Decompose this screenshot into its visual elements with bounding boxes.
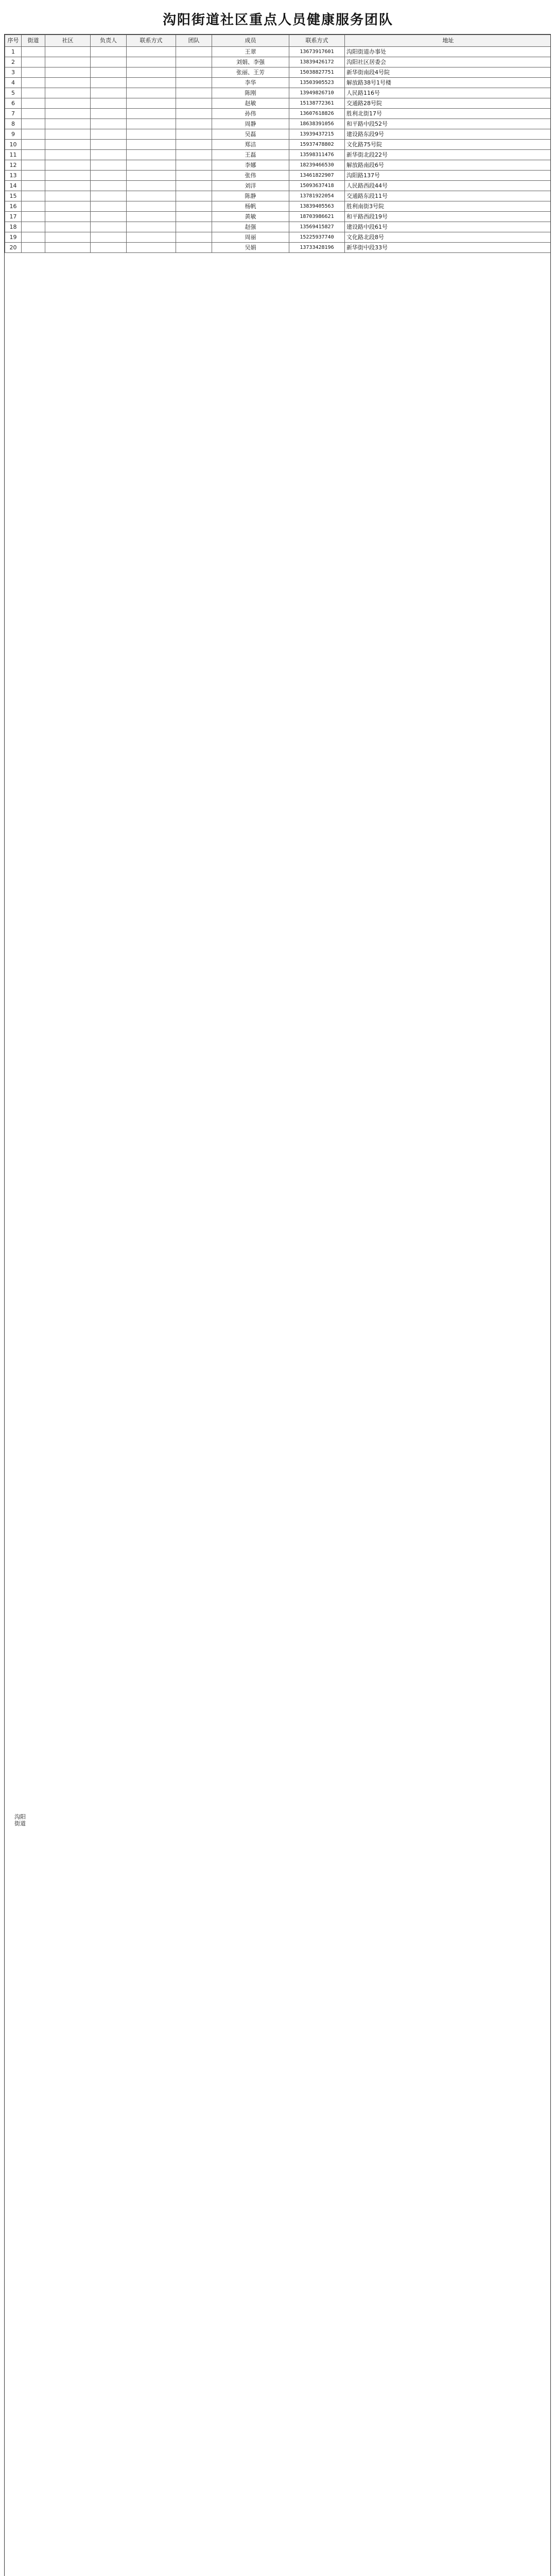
row-team xyxy=(176,119,212,129)
row-team xyxy=(176,98,212,109)
row-street xyxy=(22,78,45,88)
row-member-phone: 13839426172 xyxy=(289,57,345,67)
row-leader-phone xyxy=(127,98,176,109)
row-street xyxy=(22,181,45,191)
row-leader-phone xyxy=(127,119,176,129)
row-address: 沟阳社区居委会 xyxy=(345,57,551,67)
row-address: 沟阳路137号 xyxy=(345,171,551,181)
table-row xyxy=(5,98,551,109)
header-leader: 负责人 xyxy=(91,35,127,47)
row-community xyxy=(45,222,91,232)
row-street xyxy=(22,140,45,150)
row-team xyxy=(176,160,212,171)
row-leader-phone xyxy=(127,67,176,78)
row-team xyxy=(176,57,212,67)
row-seq: 2 xyxy=(5,57,22,67)
row-seq: 12 xyxy=(5,160,22,171)
row-address: 文化路北段8号 xyxy=(345,232,551,243)
row-street xyxy=(22,109,45,119)
row-seq: 4 xyxy=(5,78,22,88)
row-leader xyxy=(91,88,127,98)
row-leader-phone xyxy=(127,78,176,88)
row-leader xyxy=(91,160,127,171)
row-member-phone: 13607618826 xyxy=(289,109,345,119)
row-street xyxy=(22,129,45,140)
row-leader-phone xyxy=(127,191,176,201)
row-leader-phone xyxy=(127,222,176,232)
table-row xyxy=(5,140,551,150)
row-team xyxy=(176,201,212,212)
table-row xyxy=(5,160,551,171)
row-street xyxy=(22,88,45,98)
row-address: 和平路西段19号 xyxy=(345,212,551,222)
row-team xyxy=(176,67,212,78)
row-leader xyxy=(91,140,127,150)
row-seq: 14 xyxy=(5,181,22,191)
row-community xyxy=(45,98,91,109)
table-header-row xyxy=(5,35,551,47)
row-member-phone: 13839405563 xyxy=(289,201,345,212)
row-team xyxy=(176,191,212,201)
row-address: 新华街中段33号 xyxy=(345,243,551,253)
table-row xyxy=(5,181,551,191)
row-team xyxy=(176,181,212,191)
row-address: 胜利北街17号 xyxy=(345,109,551,119)
roster-table xyxy=(5,35,551,253)
row-member-phone: 13503905523 xyxy=(289,78,345,88)
row-leader-phone xyxy=(127,150,176,160)
row-community xyxy=(45,57,91,67)
header-street: 街道 xyxy=(22,35,45,47)
row-team xyxy=(176,212,212,222)
table-row xyxy=(5,243,551,253)
row-street xyxy=(22,171,45,181)
row-address: 解放路南段6号 xyxy=(345,160,551,171)
row-member-name: 周丽 xyxy=(212,232,289,243)
row-leader-phone xyxy=(127,129,176,140)
row-member-phone: 13949826710 xyxy=(289,88,345,98)
row-leader-phone xyxy=(127,181,176,191)
table-row xyxy=(5,78,551,88)
row-member-phone: 13781922054 xyxy=(289,191,345,201)
row-seq: 20 xyxy=(5,243,22,253)
row-address: 新华街北段22号 xyxy=(345,150,551,160)
row-community xyxy=(45,119,91,129)
row-community xyxy=(45,140,91,150)
row-community xyxy=(45,67,91,78)
table-row xyxy=(5,232,551,243)
row-member-phone: 18703986621 xyxy=(289,212,345,222)
row-member-phone: 13569415827 xyxy=(289,222,345,232)
row-address: 建设路东段9号 xyxy=(345,129,551,140)
row-leader xyxy=(91,243,127,253)
row-member-name: 孙伟 xyxy=(212,109,289,119)
row-seq: 18 xyxy=(5,222,22,232)
row-member-name: 陈静 xyxy=(212,191,289,201)
row-address: 交通路东段11号 xyxy=(345,191,551,201)
row-street xyxy=(22,150,45,160)
row-street xyxy=(22,222,45,232)
row-community xyxy=(45,243,91,253)
row-leader-phone xyxy=(127,88,176,98)
row-member-name: 吴磊 xyxy=(212,129,289,140)
row-leader xyxy=(91,171,127,181)
row-community xyxy=(45,232,91,243)
row-member-name: 李娜 xyxy=(212,160,289,171)
row-member-phone: 13598311476 xyxy=(289,150,345,160)
row-member-name: 张伟 xyxy=(212,171,289,181)
table-row xyxy=(5,201,551,212)
row-street xyxy=(22,47,45,57)
table-row xyxy=(5,129,551,140)
row-member-phone: 15937478802 xyxy=(289,140,345,150)
row-seq: 16 xyxy=(5,201,22,212)
row-leader-phone xyxy=(127,201,176,212)
row-street xyxy=(22,201,45,212)
row-team xyxy=(176,140,212,150)
row-leader xyxy=(91,109,127,119)
row-street xyxy=(22,212,45,222)
row-member-name: 周静 xyxy=(212,119,289,129)
row-leader-phone xyxy=(127,243,176,253)
row-leader xyxy=(91,119,127,129)
row-team xyxy=(176,243,212,253)
header-team: 团队 xyxy=(176,35,212,47)
table-row xyxy=(5,88,551,98)
row-street xyxy=(22,98,45,109)
row-community xyxy=(45,191,91,201)
row-leader xyxy=(91,212,127,222)
roster-table-container xyxy=(4,34,551,2576)
row-team xyxy=(176,232,212,243)
table-row xyxy=(5,119,551,129)
table-row xyxy=(5,47,551,57)
row-team xyxy=(176,78,212,88)
row-leader xyxy=(91,201,127,212)
row-address: 胜利南街3号院 xyxy=(345,201,551,212)
row-street xyxy=(22,191,45,201)
row-seq: 6 xyxy=(5,98,22,109)
row-leader xyxy=(91,181,127,191)
row-leader-phone xyxy=(127,47,176,57)
row-seq: 8 xyxy=(5,119,22,129)
table-row xyxy=(5,212,551,222)
row-community xyxy=(45,150,91,160)
row-address: 沟阳街道办事处 xyxy=(345,47,551,57)
row-address: 和平路中段52号 xyxy=(345,119,551,129)
roster-body xyxy=(5,47,551,253)
row-leader-phone xyxy=(127,160,176,171)
row-member-name: 陈刚 xyxy=(212,88,289,98)
row-member-name: 吴娟 xyxy=(212,243,289,253)
row-leader xyxy=(91,98,127,109)
row-seq: 13 xyxy=(5,171,22,181)
row-address: 交通路28号院 xyxy=(345,98,551,109)
row-leader-phone xyxy=(127,171,176,181)
row-member-name: 王磊 xyxy=(212,150,289,160)
row-team xyxy=(176,171,212,181)
header-community: 社区 xyxy=(45,35,91,47)
row-member-phone: 18638391056 xyxy=(289,119,345,129)
row-community xyxy=(45,47,91,57)
table-row xyxy=(5,191,551,201)
row-leader xyxy=(91,57,127,67)
row-member-phone: 15138772361 xyxy=(289,98,345,109)
row-community xyxy=(45,171,91,181)
row-leader xyxy=(91,78,127,88)
row-leader xyxy=(91,222,127,232)
row-member-phone: 15225937740 xyxy=(289,232,345,243)
row-member-phone: 13733428196 xyxy=(289,243,345,253)
row-seq: 9 xyxy=(5,129,22,140)
table-row xyxy=(5,171,551,181)
row-member-name: 王翠 xyxy=(212,47,289,57)
row-leader xyxy=(91,191,127,201)
row-member-name: 李华 xyxy=(212,78,289,88)
header-members: 成员 xyxy=(212,35,289,47)
row-street xyxy=(22,232,45,243)
table-row xyxy=(5,109,551,119)
row-leader xyxy=(91,129,127,140)
row-leader-phone xyxy=(127,232,176,243)
row-leader xyxy=(91,67,127,78)
row-seq: 11 xyxy=(5,150,22,160)
row-community xyxy=(45,201,91,212)
row-street xyxy=(22,57,45,67)
row-leader-phone xyxy=(127,140,176,150)
row-street xyxy=(22,160,45,171)
row-seq: 15 xyxy=(5,191,22,201)
row-street xyxy=(22,67,45,78)
side-street-label: 沟阳街道 xyxy=(12,1814,28,1827)
row-address: 文化路75号院 xyxy=(345,140,551,150)
row-community xyxy=(45,78,91,88)
row-leader xyxy=(91,47,127,57)
header-member-phone: 联系方式 xyxy=(289,35,345,47)
row-member-name: 刘娟、李强 xyxy=(212,57,289,67)
row-address: 新华街南段4号院 xyxy=(345,67,551,78)
row-member-phone: 13673917601 xyxy=(289,47,345,57)
row-member-name: 黄敏 xyxy=(212,212,289,222)
row-member-phone: 13461822907 xyxy=(289,171,345,181)
row-seq: 19 xyxy=(5,232,22,243)
row-seq: 10 xyxy=(5,140,22,150)
row-leader-phone xyxy=(127,109,176,119)
table-row xyxy=(5,222,551,232)
row-team xyxy=(176,129,212,140)
row-address: 解放路38号1号楼 xyxy=(345,78,551,88)
row-community xyxy=(45,212,91,222)
row-community xyxy=(45,181,91,191)
row-street xyxy=(22,119,45,129)
row-leader xyxy=(91,150,127,160)
row-team xyxy=(176,222,212,232)
row-team xyxy=(176,150,212,160)
header-address: 地址 xyxy=(345,35,551,47)
row-seq: 17 xyxy=(5,212,22,222)
row-address: 人民路西段44号 xyxy=(345,181,551,191)
table-row xyxy=(5,67,551,78)
row-community xyxy=(45,109,91,119)
row-member-name: 赵强 xyxy=(212,222,289,232)
row-member-name: 郑洁 xyxy=(212,140,289,150)
row-leader-phone xyxy=(127,57,176,67)
row-member-phone: 18239466530 xyxy=(289,160,345,171)
row-seq: 7 xyxy=(5,109,22,119)
row-member-name: 赵敏 xyxy=(212,98,289,109)
page-title: 沟阳街道社区重点人员健康服务团队 xyxy=(162,12,393,28)
row-address: 人民路116号 xyxy=(345,88,551,98)
row-member-name: 杨帆 xyxy=(212,201,289,212)
row-leader-phone xyxy=(127,212,176,222)
row-community xyxy=(45,160,91,171)
row-member-name: 刘洋 xyxy=(212,181,289,191)
row-address: 建设路中段61号 xyxy=(345,222,551,232)
row-team xyxy=(176,88,212,98)
table-row xyxy=(5,57,551,67)
header-seq: 序号 xyxy=(5,35,22,47)
row-community xyxy=(45,88,91,98)
row-team xyxy=(176,47,212,57)
row-member-phone: 13939437215 xyxy=(289,129,345,140)
row-member-name: 张丽、王芳 xyxy=(212,67,289,78)
row-seq: 5 xyxy=(5,88,22,98)
row-community xyxy=(45,129,91,140)
header-leader-phone: 联系方式 xyxy=(127,35,176,47)
row-seq: 1 xyxy=(5,47,22,57)
row-seq: 3 xyxy=(5,67,22,78)
table-row xyxy=(5,150,551,160)
row-member-phone: 15038827751 xyxy=(289,67,345,78)
row-street xyxy=(22,243,45,253)
row-member-phone: 15093637418 xyxy=(289,181,345,191)
row-leader xyxy=(91,232,127,243)
row-team xyxy=(176,109,212,119)
